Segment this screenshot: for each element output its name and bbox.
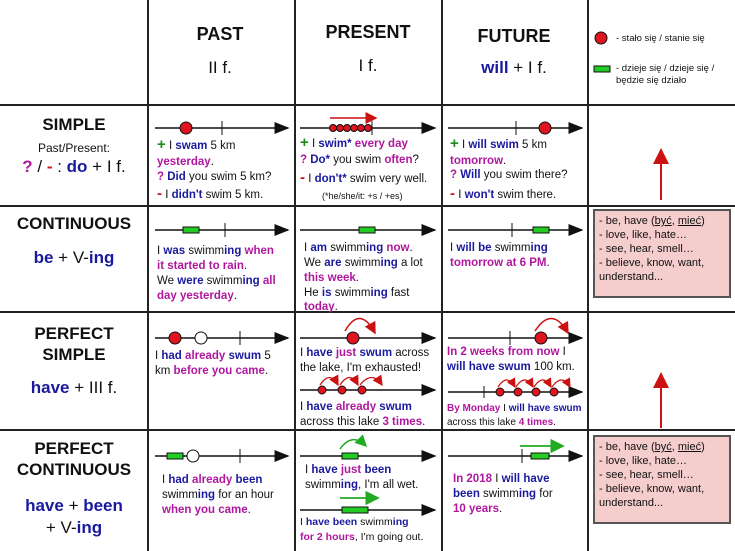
perfect-simple-form: have + III f. [30, 378, 118, 397]
simple-future-line2: ? Will you swim there? [450, 169, 568, 181]
stative-verbs-box-2 [593, 435, 731, 524]
perf-present-line2: the lake, I'm exhausted! [300, 362, 422, 374]
simple-form: ? / - : do + I f. [22, 157, 126, 176]
timeline-perf-present-1 [300, 318, 435, 344]
pc-past-line1: I had already been [162, 474, 263, 486]
simple-future-line1: + I will swim 5 km [450, 135, 547, 152]
pc-past-line2: swimming for an hour [162, 489, 274, 501]
stative-line3: - see, hear, smell… [599, 243, 694, 255]
perf-present-line4: across this lake 3 times. [300, 416, 426, 428]
simple-label: SIMPLE [42, 115, 106, 134]
future-header: FUTURE [477, 26, 551, 46]
stative-line4: - believe, know, want, [599, 483, 705, 495]
simple-present-note: (*he/she/it: +s / +es) [322, 191, 403, 201]
simple-sub: Past/Present: [37, 141, 111, 155]
cont-past-line3: We were swimming all [157, 275, 276, 287]
simple-future-line1b: tomorrow. [450, 155, 507, 167]
cont-past-line4: day yesterday. [157, 290, 237, 302]
present-form: I f. [358, 56, 378, 75]
past-form: II f. [208, 58, 232, 77]
perf-present-line3: I have already swum [300, 401, 412, 413]
legend-dot [595, 32, 607, 44]
stative-verbs-box [593, 209, 731, 298]
stative-line1: - be, have (być, mieć) [599, 215, 705, 227]
pc-past-line3: when you came. [162, 504, 251, 516]
cont-present-line4: He is swimming fast [304, 287, 410, 299]
pc-present-line3: I have been swimming [300, 516, 409, 528]
cont-present-line5: today. [304, 301, 338, 313]
past-header: PAST [196, 24, 244, 44]
stative-line5: understand... [599, 497, 664, 509]
pc-present-line4: for 2 hours, I'm going out. [300, 531, 424, 543]
pc-future-line2: been swimming for [453, 488, 553, 500]
timeline-perf-future-2 [448, 380, 582, 398]
perf-past-line1: I had already swum 5 [155, 350, 271, 362]
timeline-pc-present-2 [300, 498, 435, 513]
stative-line4: - believe, know, want, [599, 257, 705, 269]
simple-past-line1: + I swam 5 km [157, 136, 236, 153]
timeline-pc-present-1 [300, 440, 435, 459]
timeline-perf-present-2 [300, 378, 435, 395]
stative-line1: - be, have (być, mieć) [599, 441, 705, 453]
perf-future-line4: across this lake 4 times. [447, 417, 556, 428]
simple-past-line2: ? Did you swim 5 km? [157, 171, 272, 183]
legend-dot-text: - stało się / stanie się [616, 33, 705, 44]
continuous-label: CONTINUOUS [16, 214, 132, 233]
simple-past-line1b: yesterday. [157, 156, 214, 168]
legend-bar [594, 66, 610, 72]
perf-past-line2: km before you came. [155, 365, 269, 377]
timeline-perf-future-1 [448, 318, 582, 345]
timeline-perf-past [155, 331, 288, 345]
perf-future-line3: By Monday I will have swum [447, 403, 582, 414]
cont-future-line1: I will be swimming [450, 242, 548, 254]
timeline-pc-past [155, 449, 288, 463]
pc-present-line2: swimming, I'm all wet. [305, 479, 419, 491]
perfect-simple-label: PERFECT SIMPLE [34, 324, 114, 364]
continuous-form: be + V-ing [33, 248, 115, 267]
pc-present-line1: I have just been [305, 464, 392, 476]
timeline-simple-present [300, 118, 435, 135]
cont-present-line2: We are swimming a lot [304, 257, 423, 269]
legend-bar-text: - dzieje się / dzieje się / będzie się działo [616, 63, 715, 86]
simple-present-line3: - I don't* swim very well. [300, 169, 428, 186]
present-header: PRESENT [325, 22, 411, 42]
perf-future-line1: In 2 weeks from now I [447, 346, 566, 358]
stative-line2: - love, like, hate… [599, 229, 688, 241]
cont-past-line1: I was swimming when [157, 245, 274, 257]
perf-future-line2: will have swum 100 km. [447, 361, 575, 373]
timeline-cont-past [155, 223, 288, 237]
perfect-continuous-form: have + been + V-ing [25, 496, 123, 537]
stative-line3: - see, hear, smell… [599, 469, 694, 481]
timeline-pc-future [448, 446, 582, 463]
stative-line5: understand... [599, 271, 664, 283]
simple-present-line1: + I swim* every day [300, 134, 408, 151]
simple-present-line2: ? Do* you swim often? [300, 154, 419, 166]
simple-future-line3: - I won't swim there. [450, 185, 557, 202]
timeline-simple-past [155, 121, 288, 135]
cont-present-line1: I am swimming now. [304, 242, 413, 254]
stative-line2: - love, like, hate… [599, 455, 688, 467]
simple-past-line3: - I didn't swim 5 km. [157, 185, 264, 202]
timeline-cont-future [448, 223, 582, 237]
cont-present-line3: this week. [304, 272, 359, 284]
timeline-simple-future [448, 121, 582, 135]
cont-future-line2: tomorrow at 6 PM. [450, 257, 550, 269]
future-form: will + I f. [481, 58, 547, 77]
perf-present-line1: I have just swum across [300, 347, 430, 359]
pc-future-line1: In 2018 I will have [453, 473, 550, 485]
pc-future-line3: 10 years. [453, 503, 503, 515]
timeline-cont-present [300, 227, 435, 233]
perfect-continuous-label: PERFECT CONTINUOUS [16, 439, 132, 479]
cont-past-line2: it started to rain. [157, 260, 248, 272]
